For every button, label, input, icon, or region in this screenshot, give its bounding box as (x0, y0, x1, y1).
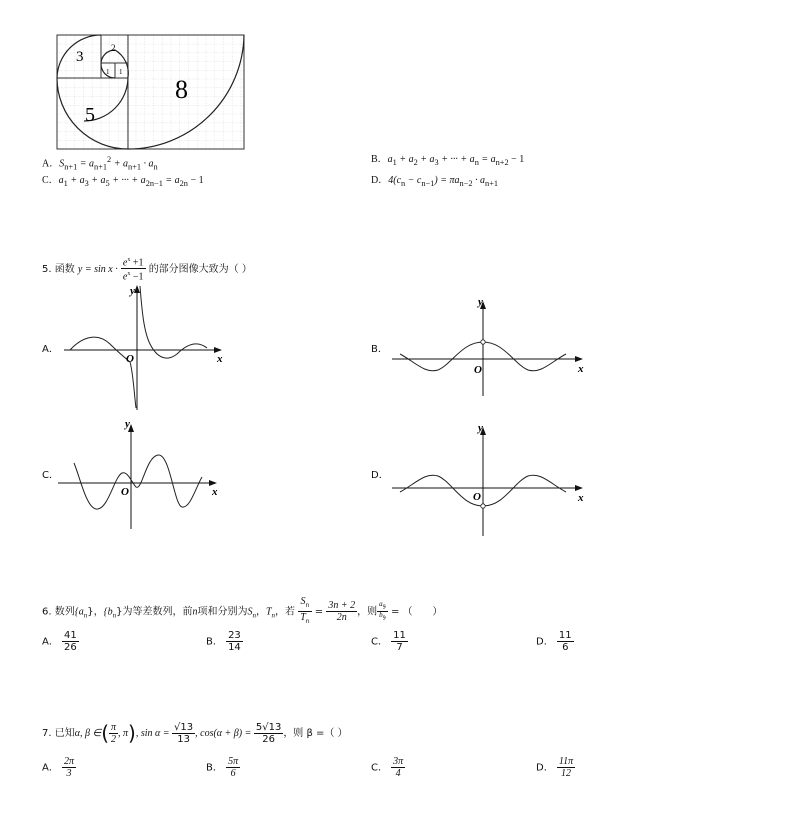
graph-a-y-label: y (130, 285, 135, 297)
fib-label-3: 3 (76, 49, 84, 65)
q5-option-d-label[interactable]: D． (371, 470, 389, 481)
graph-a-x-label: x (217, 353, 223, 365)
graph-b-origin: O (474, 364, 482, 376)
q6-option-c[interactable]: C． $\frac{11}{7}$ (371, 630, 406, 653)
q5-graph-d[interactable] (390, 420, 590, 538)
fibonacci-spiral-figure (54, 31, 248, 152)
graph-c-y-label: y (125, 418, 130, 430)
q5-option-b-label[interactable]: B． (371, 344, 388, 355)
q7-option-c[interactable]: C． $\frac{3\pi}{4}$ (371, 756, 404, 779)
graph-d-origin: O (473, 491, 481, 503)
q5-graph-a[interactable] (62, 282, 232, 412)
fib-label-2: 2 (111, 43, 116, 53)
q6-option-d[interactable]: D． $\frac{11}{6}$ (536, 630, 572, 653)
graph-b-x-label: x (578, 363, 584, 375)
q4-option-d[interactable]: D．$4(c_n - c_{n-1}) = \pi a_{n-2} \cdot a_{n+1}$ (371, 175, 499, 188)
q5-graph-c[interactable] (56, 417, 226, 532)
fib-label-1b: 1 (119, 68, 123, 76)
graph-a-origin: O (126, 353, 134, 365)
q7-option-d[interactable]: D． $\frac{11\pi}{12}$ (536, 756, 574, 779)
fib-label-8: 8 (175, 75, 188, 104)
q4-option-c[interactable]: C．$a_1 + a_3 + a_5$ + ··· + $a_{2n-1} = a_{2n} - 1$ (42, 175, 204, 188)
q6-stem: 6. 数列$\{a_n\}$，$\{b_n\}$为等差数列，前n项和分别为$S_n$，$T_n$，若 $\frac{S_n}{T_n}$ = $\frac{3n + 2}{2n}$ ，则 $\frac{a_9}{b_9}$ = （ ） (42, 596, 443, 625)
graph-d-x-label: x (578, 492, 584, 504)
fib-label-1a: 1 (106, 68, 110, 76)
q7-option-b[interactable]: B． $\frac{5\pi}{6}$ (206, 756, 239, 779)
graph-d-y-label: y (478, 422, 483, 434)
graph-c-x-label: x (212, 486, 218, 498)
fib-label-5: 5 (85, 104, 95, 126)
q4-option-a[interactable]: A．$S_{n+1} = a_{n+1}^2 + a_{n+1} \cdot a_n$ (42, 155, 158, 172)
q5-option-a-label[interactable]: A． (42, 344, 59, 355)
q5-graph-b[interactable] (390, 296, 590, 400)
q7-option-a[interactable]: A． $\frac{2\pi}{3}$ (42, 756, 75, 779)
q6-option-b[interactable]: B． $\frac{23}{14}$ (206, 630, 241, 653)
q7-stem: 7. 已知α, β ∈( $\frac{\pi}{2}$ , π), sin α = $\frac{√13}{13}$ , cos(α + β) = $\frac{5√13}{26}$ ，则 β =（ ） (42, 721, 348, 745)
q4-option-b[interactable]: B．$a_1 + a_2 + a_3$ + ··· + $a_n = a_{n+2} - 1$ (371, 154, 525, 167)
graph-c-origin: O (121, 486, 129, 498)
q5-stem: 5. 函数 y = sin x · $\frac{e^x +1}{e^x -1}$ 的部分图像大致为（ ） (42, 257, 252, 283)
q6-option-a[interactable]: A． $\frac{41}{26}$ (42, 630, 77, 653)
q5-option-c-label[interactable]: C． (42, 470, 59, 481)
graph-b-y-label: y (478, 296, 483, 308)
